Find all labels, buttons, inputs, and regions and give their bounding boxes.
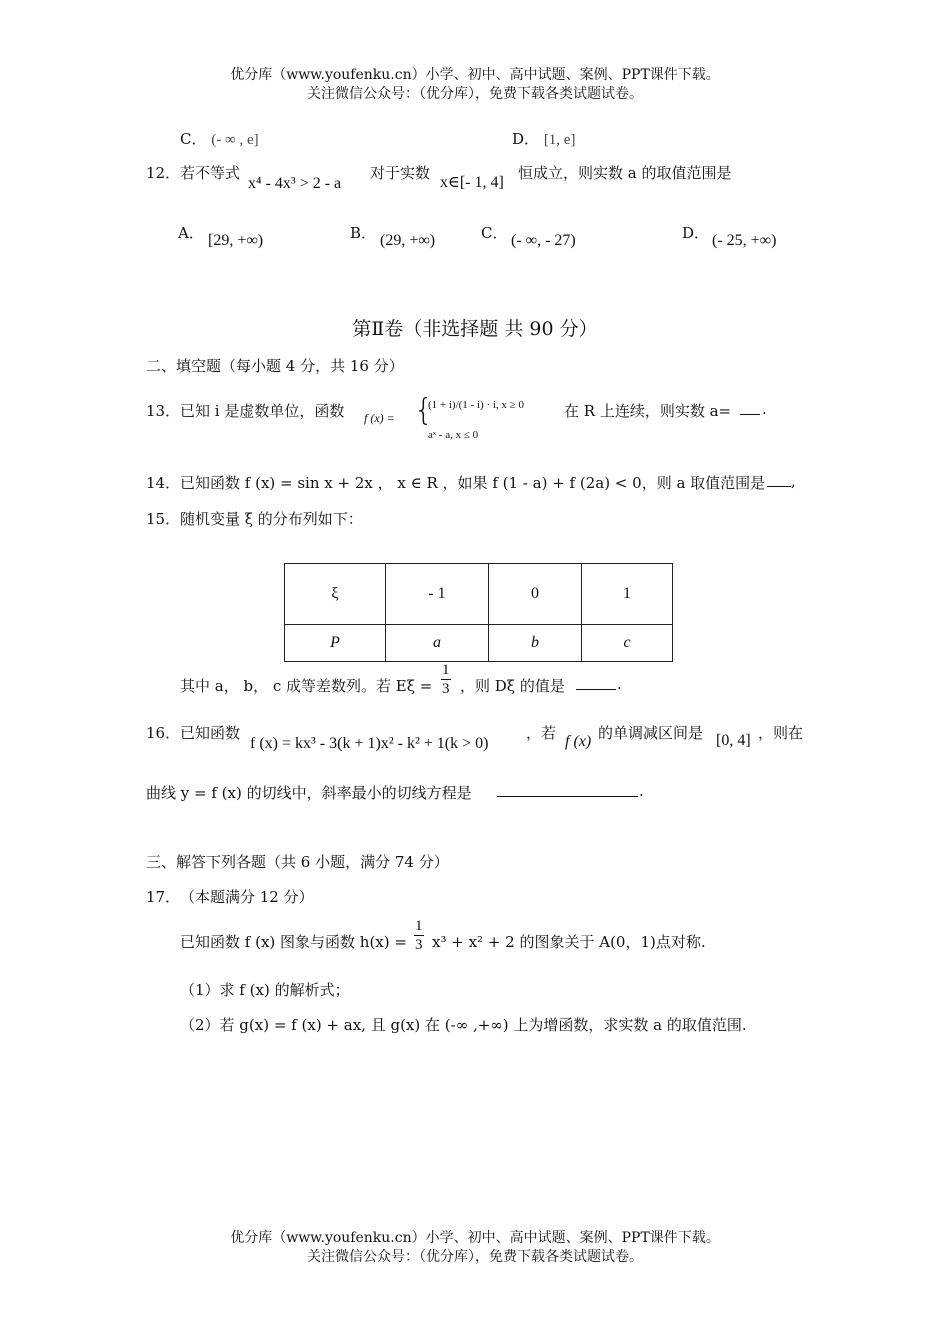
q13-text-1: 已知 i 是虚数单位，函数 <box>180 402 345 420</box>
table-cell-prob: a <box>386 625 489 662</box>
q16-end: . <box>639 782 644 800</box>
q16-fx: f (x) <box>565 733 592 750</box>
q12-option-d-value: (- 25, +∞) <box>712 232 777 249</box>
table-cell-p: P <box>285 625 386 662</box>
header-line-2: 关注微信公众号：（优分库），免费下载各类试题试卷。 <box>307 86 643 102</box>
q15-fraction <box>441 661 451 698</box>
table-cell-xi: ξ <box>285 564 386 625</box>
q11-option-d <box>512 128 575 149</box>
q17-frac-num: 1 <box>415 918 423 934</box>
q12-expression: x⁴ - 4x³ > 2 - a <box>248 175 342 192</box>
q11-option-c <box>180 128 259 149</box>
q15-number: 15． <box>146 510 181 528</box>
q15-text: 随机变量 ξ 的分布列如下： <box>180 510 363 528</box>
q12-text-2: 对于实数 <box>370 164 431 182</box>
q16-text-4: ，则在 <box>758 724 804 742</box>
q16-text-2: ，若 <box>526 724 557 742</box>
table-row <box>285 625 673 662</box>
q15-frac-den: 3 <box>442 681 450 697</box>
header-line-1: 优分库（www.youfenku.cn）小学、初中、高中试题、案例、PPT课件下载。 <box>230 67 720 83</box>
q11-option-c-value: (- ∞ , e] <box>211 132 259 148</box>
q14-number: 14． <box>146 474 181 492</box>
q14-blank <box>767 472 791 491</box>
table-cell-value: - 1 <box>386 564 489 625</box>
table-row <box>285 564 673 625</box>
q13-text-2: 在 R 上连续，则实数 a= <box>564 402 732 420</box>
q17-score: （本题满分 12 分） <box>180 888 314 906</box>
q14-text: 已知函数 f (x) = sin x + 2x ， x ∈ R ，如果 f (1 - a) + f (2a) < 0，则 a 取值范围是 <box>180 474 766 492</box>
q15-frac-num: 1 <box>442 662 450 678</box>
table-cell-prob: c <box>582 625 673 662</box>
q11-option-c-label: C． <box>180 130 207 148</box>
q15-end: . <box>617 675 622 693</box>
q12-text-1: 若不等式 <box>180 164 241 182</box>
q12-number: 12． <box>146 164 181 182</box>
section-2-heading: 二、填空题（每小题 4 分，共 16 分） <box>146 357 404 375</box>
q12-option-b-value: (29, +∞) <box>380 232 436 249</box>
q11-option-d-value: [1, e] <box>543 132 576 148</box>
q16-line-2: 曲线 y = f (x) 的切线中，斜率最小的切线方程是 <box>146 784 472 802</box>
table-cell-prob: b <box>489 625 582 662</box>
q13-end: . <box>762 400 767 418</box>
q13-brace: { <box>414 393 434 428</box>
q11-option-d-label: D． <box>512 130 540 148</box>
section-2-title: 第Ⅱ卷（非选择题 共 90 分） <box>352 318 598 340</box>
q13-blank <box>740 400 760 419</box>
q17-number: 17． <box>146 888 181 906</box>
q17-part-1: （1）求 f (x) 的解析式； <box>180 981 350 999</box>
q15-after-2: ，则 Dξ 的值是 <box>460 677 565 695</box>
q12-option-b-label: B． <box>350 224 377 242</box>
table-cell-value: 1 <box>582 564 673 625</box>
q15-after-1: 其中 a， b， c 成等差数列。若 Eξ = <box>180 677 433 695</box>
q13-case-2: aˣ - a, x ≤ 0 <box>428 429 479 441</box>
table-cell-value: 0 <box>489 564 582 625</box>
q14-end: , <box>791 472 796 490</box>
section-3-heading: 三、解答下列各题（共 6 小题，满分 74 分） <box>146 853 449 871</box>
distribution-table <box>284 563 673 662</box>
q12-option-d-label: D． <box>682 224 710 242</box>
q17-statement-2: x³ + x² + 2 的图象关于 A(0，1)点对称. <box>432 933 706 951</box>
q12-text-3: 恒成立，则实数 a 的取值范围是 <box>518 164 732 182</box>
q12-option-a-value: [29, +∞) <box>208 232 264 249</box>
q12-option-c-label: C． <box>481 224 508 242</box>
q16-number: 16． <box>146 724 181 742</box>
q16-interval: [0, 4] <box>716 732 751 749</box>
q15-blank <box>576 675 616 694</box>
q17-statement-1: 已知函数 f (x) 图象与函数 h(x) = <box>180 933 407 951</box>
q13-function-label: f (x) = <box>364 411 395 425</box>
footer-line-2: 关注微信公众号：（优分库），免费下载各类试题试卷。 <box>307 1249 643 1265</box>
q13-case-1: (1 + i)/(1 - i) · i, x ≥ 0 <box>428 399 524 411</box>
q16-text-3: 的单调减区间是 <box>598 724 704 742</box>
q12-option-a-label: A． <box>178 224 204 242</box>
q16-blank <box>497 782 638 801</box>
q17-part-2: （2）若 g(x) = f (x) + ax, 且 g(x) 在 (-∞ ,+∞) 上为增函数，求实数 a 的取值范围. <box>180 1016 747 1034</box>
q17-fraction <box>414 917 424 954</box>
q17-frac-den: 3 <box>415 937 423 953</box>
q13-number: 13． <box>146 402 181 420</box>
footer-line-1: 优分库（www.youfenku.cn）小学、初中、高中试题、案例、PPT课件下载。 <box>230 1230 720 1246</box>
q16-text-1: 已知函数 <box>180 724 241 742</box>
q12-domain: x∈[- 1, 4] <box>440 174 504 191</box>
q16-function: f (x) = kx³ - 3(k + 1)x² - k² + 1(k > 0) <box>250 735 489 752</box>
q12-option-c-value: (- ∞, - 27) <box>511 232 576 249</box>
